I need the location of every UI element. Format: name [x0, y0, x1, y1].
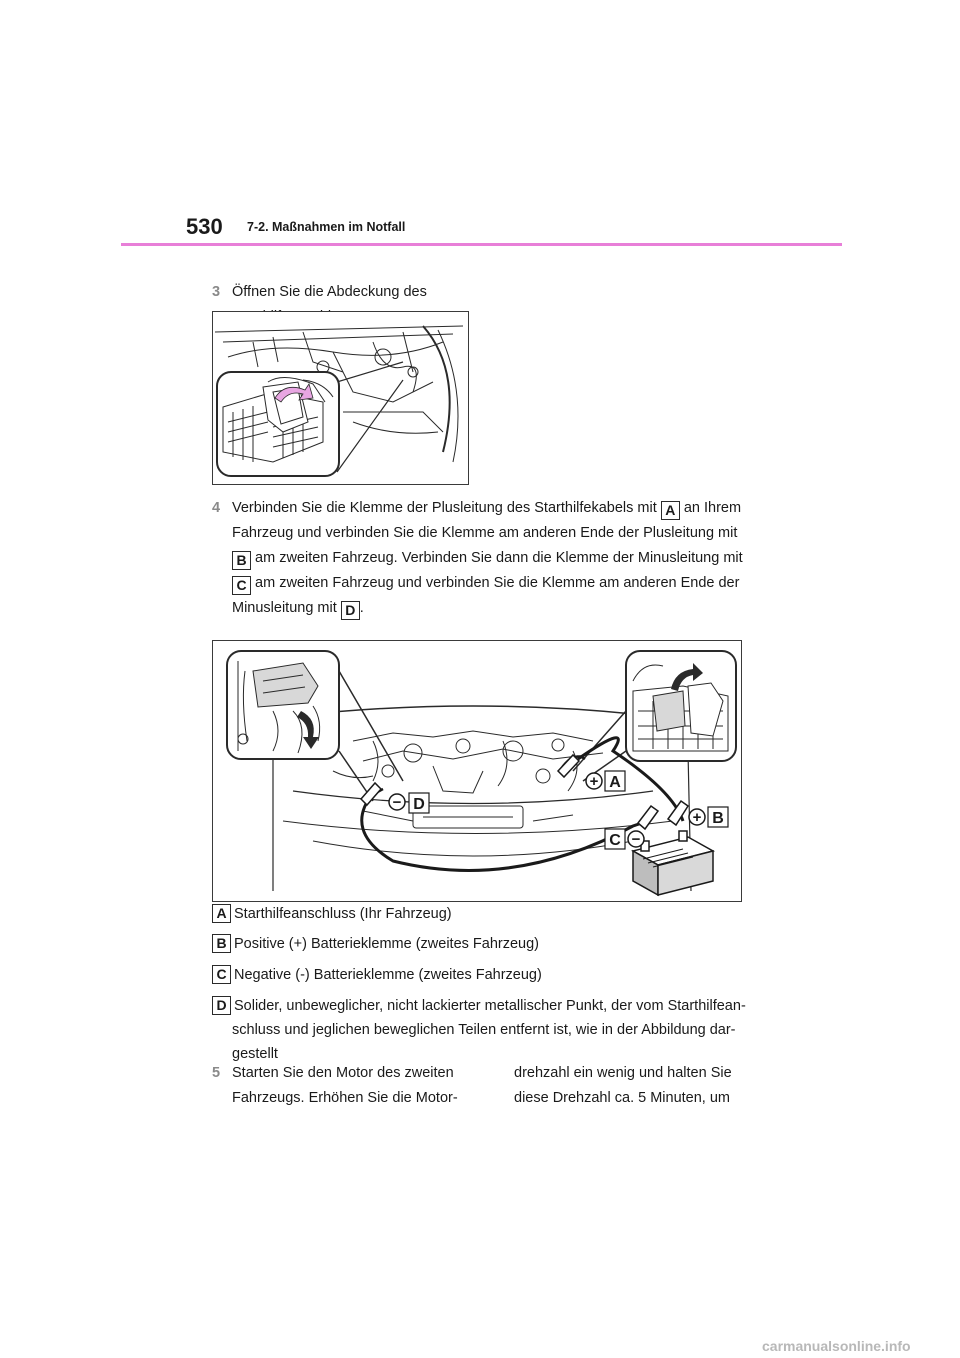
- legend-label-a: A: [212, 904, 231, 923]
- plus-symbol-a: [586, 773, 602, 790]
- step-4-line-5: [232, 596, 364, 621]
- jump-start-illustration: [213, 641, 741, 901]
- step-3-number: 3: [212, 284, 221, 300]
- label-c-box: C: [232, 576, 251, 595]
- plus-sign-a: +: [589, 773, 599, 790]
- figure-label-c-text: C: [609, 832, 621, 849]
- step-4-line-4-text: am zweiten Fahrzeug und verbinden Sie die Klemme am anderen Ende der: [255, 575, 740, 591]
- step-5-number: 5: [212, 1065, 221, 1081]
- step-4-line-1a: Verbinden Sie die Klemme der Plusleitung des Starthilfekabels mit: [232, 500, 657, 516]
- legend-text-c: Negative (-) Batterieklemme (zweites Fahrzeug): [234, 967, 542, 983]
- legend-label-d: D: [212, 996, 231, 1015]
- step-4-line-3-text: am zweiten Fahrzeug. Verbinden Sie dann die Klemme der Minusleitung mit: [255, 550, 743, 566]
- legend-row-c: [212, 963, 752, 988]
- step-5-left-line-2: Fahrzeugs. Erhöhen Sie die Motor-: [232, 1090, 458, 1106]
- step-5-right-line-1: drehzahl ein wenig und halten Sie: [514, 1065, 732, 1081]
- step-5-left-line-1: Starten Sie den Motor des zweiten: [232, 1065, 454, 1081]
- step-4-line-3: [232, 546, 743, 571]
- step-4-line-1: [232, 496, 741, 521]
- minus-sign-d: −: [392, 794, 402, 811]
- figure-label-d-text: D: [413, 796, 425, 813]
- page-number: 530: [186, 214, 223, 239]
- label-d-box: D: [341, 601, 360, 620]
- step-4-number: 4: [212, 500, 221, 516]
- step-4-line-1b: an Ihrem: [683, 500, 742, 516]
- legend-row-a: [212, 902, 752, 927]
- legend-text-d-line-1: Solider, unbeweglicher, nicht lackierter metallischer Punkt, der vom Starthilfean-: [234, 998, 746, 1014]
- figure-jump-start-connection: [212, 640, 742, 902]
- header-rule: [121, 243, 842, 246]
- label-a-box: A: [661, 501, 680, 520]
- legend-label-c: C: [212, 965, 231, 984]
- legend-text-a: Starthilfeanschluss (Ihr Fahrzeug): [234, 906, 452, 922]
- step-4-line-4: [232, 571, 739, 596]
- step-4-line-2: Fahrzeug und verbinden Sie die Klemme am anderen Ende der Plusleitung mit: [232, 525, 738, 541]
- step-5-right-line-2: diese Drehzahl ca. 5 Minuten, um: [514, 1090, 730, 1106]
- step-4-line-5b: .: [359, 600, 364, 616]
- step-4-line-5a: Minusleitung mit: [232, 600, 337, 616]
- plus-symbol-b: [689, 809, 705, 826]
- watermark: carmanualsonline.info: [762, 1338, 911, 1354]
- step-4: [212, 496, 772, 626]
- step-3-line-1: Öffnen Sie die Abdeckung des: [232, 284, 427, 300]
- legend-row-d: [212, 994, 762, 1069]
- legend-row-b: [212, 932, 752, 957]
- section-title: 7-2. Maßnahmen im Notfall: [247, 220, 406, 234]
- legend-label-b: B: [212, 934, 231, 953]
- plus-sign-b: +: [692, 809, 702, 826]
- figure-label-b-text: B: [712, 810, 724, 827]
- legend-text-d-line-2: schluss und jeglichen beweglichen Teilen entfernt ist, wie in der Abbildung dar-: [232, 1022, 736, 1038]
- step-5-right-column: [514, 1061, 754, 1113]
- figure-open-cover: [212, 311, 469, 485]
- minus-symbol-d: [389, 794, 405, 811]
- label-b-box: B: [232, 551, 251, 570]
- legend-text-b: Positive (+) Batterieklemme (zweites Fahrzeug): [234, 936, 540, 952]
- figure-label-a-text: A: [609, 774, 621, 791]
- minus-symbol-c: [628, 831, 644, 848]
- engine-bay-illustration: [213, 312, 468, 484]
- legend-text-d-line-3: gestellt: [232, 1046, 278, 1062]
- minus-sign-c: −: [631, 831, 641, 848]
